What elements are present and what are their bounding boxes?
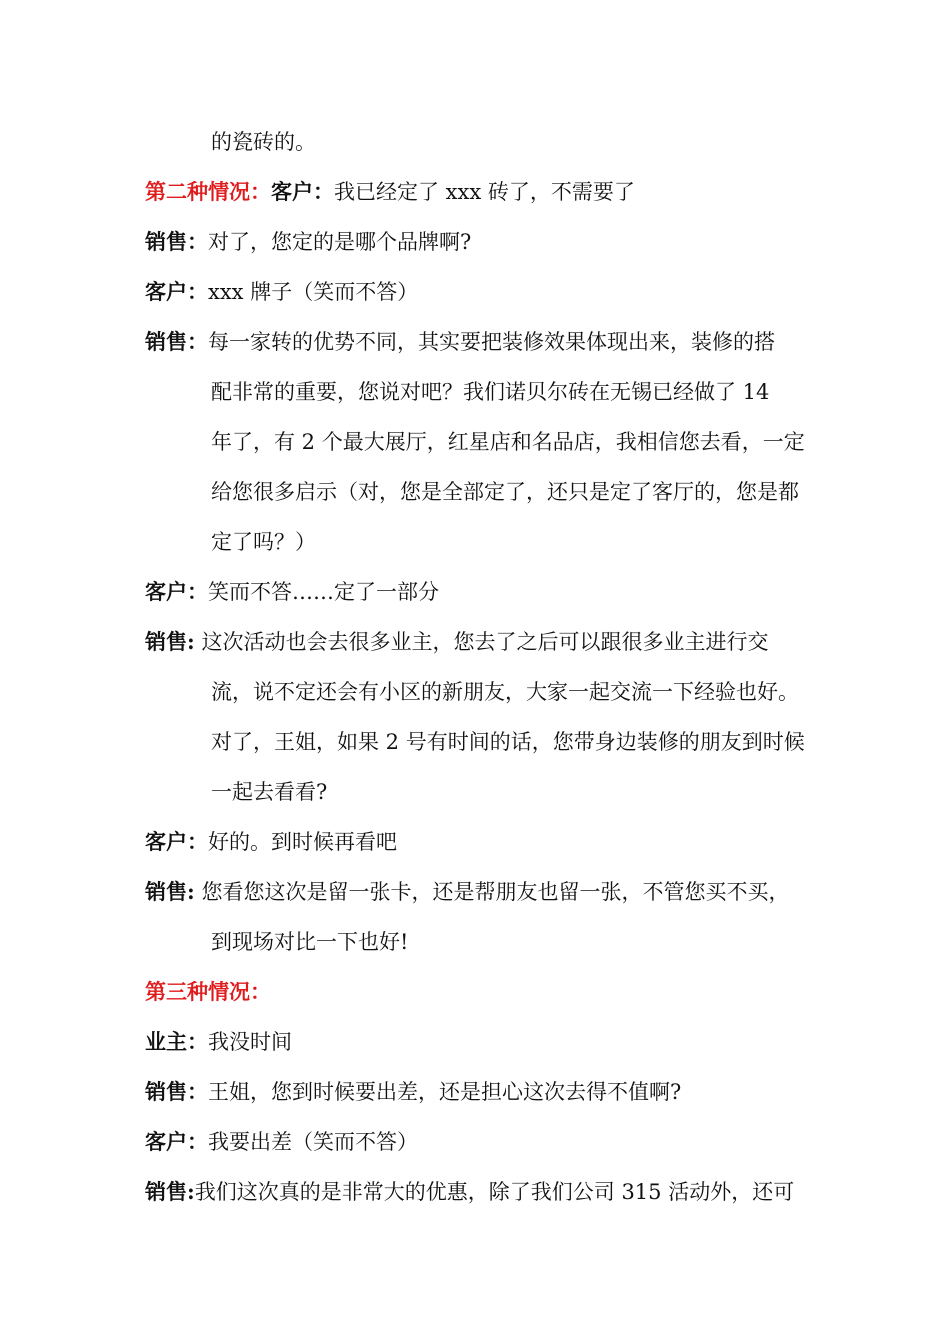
speaker-label: 销售： xyxy=(145,229,208,254)
dialogue-continuation xyxy=(211,928,891,956)
dialogue-continuation xyxy=(211,378,891,406)
line-text: 我们这次真的是非常大的优惠，除了我们公司 315 活动外，还可 xyxy=(194,1180,795,1204)
line-text: 对了，王姐，如果 2 号有时间的话，您带身边装修的朋友到时候 xyxy=(211,730,805,754)
dialogue-continuation xyxy=(211,128,891,156)
line-text: 到现场对比一下也好! xyxy=(211,930,409,954)
dialogue-line xyxy=(145,328,825,356)
dialogue-continuation xyxy=(211,528,891,556)
line-text: 给您很多启示（对，您是全部定了，还只是定了客厅的，您是都 xyxy=(211,480,799,504)
line-text: 王姐，您到时候要出差，还是担心这次去得不值啊? xyxy=(208,1080,682,1104)
line-text: 我没时间 xyxy=(208,1030,292,1054)
dialogue-line xyxy=(145,1028,825,1056)
dialogue-line xyxy=(145,578,825,606)
speaker-label: 销售： xyxy=(145,1079,208,1104)
speaker-label: 销售: xyxy=(145,879,195,904)
dialogue-continuation xyxy=(211,428,891,456)
line-text: 配非常的重要，您说对吧？我们诺贝尔砖在无锡已经做了 14 xyxy=(211,380,770,404)
dialogue-line xyxy=(145,278,825,306)
section-heading-line xyxy=(145,178,825,206)
dialogue-continuation xyxy=(211,728,891,756)
dialogue-line xyxy=(145,1178,825,1206)
dialogue-continuation xyxy=(211,778,891,806)
line-text: 年了，有 2 个最大展厅，红星店和名品店，我相信您去看，一定 xyxy=(211,430,805,454)
dialogue-line xyxy=(145,878,825,906)
speaker-label: 销售： xyxy=(145,329,208,354)
dialogue-continuation xyxy=(211,678,891,706)
line-text: 好的。到时候再看吧 xyxy=(208,830,397,854)
line-text: 这次活动也会去很多业主，您去了之后可以跟很多业主进行交 xyxy=(194,630,769,654)
dialogue-line xyxy=(145,828,825,856)
line-text: 一起去看看? xyxy=(211,780,328,804)
speaker-label: 销售: xyxy=(145,1179,195,1204)
line-text: 每一家转的优势不同，其实要把装修效果体现出来，装修的搭 xyxy=(208,330,775,354)
line-text: 我要出差（笑而不答） xyxy=(208,1130,418,1154)
speaker-label: 客户： xyxy=(145,1129,208,1154)
section-heading-line xyxy=(145,978,825,1006)
speaker-label: 业主： xyxy=(145,1029,208,1054)
dialogue-line xyxy=(145,628,825,656)
line-text: 笑而不答……定了一部分 xyxy=(208,580,439,604)
line-text: 对了，您定的是哪个品牌啊? xyxy=(208,230,472,254)
line-text: 的瓷砖的。 xyxy=(211,130,316,154)
dialogue-continuation xyxy=(211,478,891,506)
speaker-label: 客户： xyxy=(145,279,208,304)
speaker-label: 客户： xyxy=(145,579,208,604)
dialogue-line xyxy=(145,1128,825,1156)
dialogue-line xyxy=(145,228,825,256)
speaker-label: 销售: xyxy=(145,629,195,654)
line-text: 我已经定了 xxx 砖了，不需要了 xyxy=(334,180,635,204)
line-text: xxx 牌子（笑而不答） xyxy=(208,280,419,304)
dialogue-line xyxy=(145,1078,825,1106)
line-text: 定了吗？） xyxy=(211,530,316,554)
section-heading: 第三种情况： xyxy=(145,979,271,1004)
section-heading: 第二种情况： xyxy=(145,179,271,204)
line-text: 您看您这次是留一张卡，还是帮朋友也留一张，不管您买不买， xyxy=(194,880,790,904)
line-text: 流，说不定还会有小区的新朋友，大家一起交流一下经验也好。 xyxy=(211,680,799,704)
speaker-label: 客户： xyxy=(145,829,208,854)
speaker-label: 客户： xyxy=(271,179,334,204)
